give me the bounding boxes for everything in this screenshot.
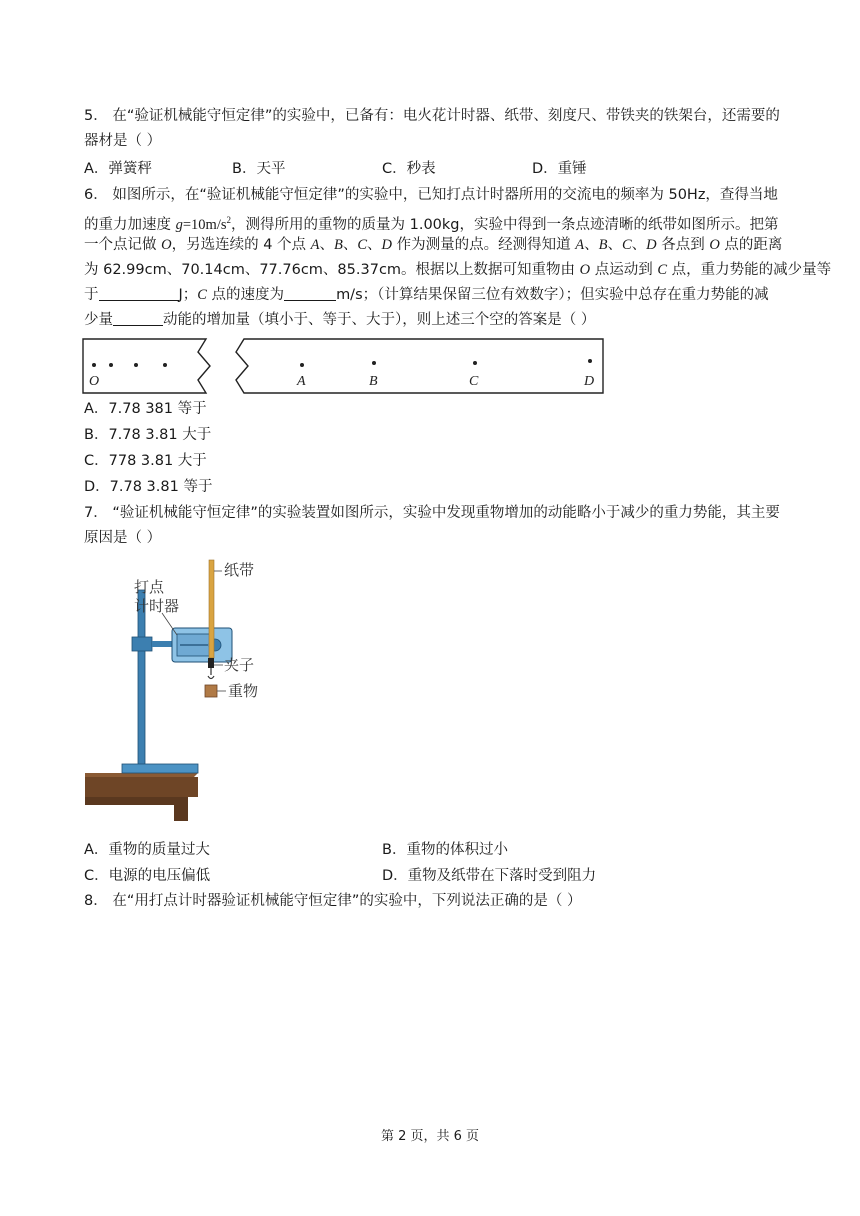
tape-dot xyxy=(109,363,113,367)
question-5 xyxy=(84,104,804,154)
tape-right-segment xyxy=(236,339,603,393)
question-5-option-c: C．秒表 xyxy=(382,161,436,177)
clamp-boss xyxy=(132,637,152,651)
sep: 、 xyxy=(367,237,382,253)
table-top xyxy=(85,777,198,797)
point-c: C xyxy=(357,237,368,253)
variable-g: g xyxy=(175,216,183,233)
text: 少量 xyxy=(84,312,113,328)
question-6-option-d: D．7.78 3.81 等于 xyxy=(84,479,213,495)
apparatus-figure xyxy=(82,555,282,823)
point-a: A xyxy=(575,237,585,253)
sep: 、 xyxy=(319,237,335,253)
stand-rod xyxy=(138,590,145,770)
question-6-option-a: A．7.78 381 等于 xyxy=(84,401,207,417)
tape-left-segment xyxy=(83,339,210,393)
text: 的重力加速度 xyxy=(84,216,176,233)
page-footer: 第 2 页，共 6 页 xyxy=(380,1129,480,1144)
sep: 、 xyxy=(342,237,358,253)
text: 点的距离 xyxy=(719,237,783,253)
question-5-line-2: 器材是（ ） xyxy=(84,133,162,149)
tape-label-o: O xyxy=(89,374,100,389)
label-weight: 重物 xyxy=(228,684,259,700)
paper-tape-figure xyxy=(82,338,606,394)
point-c: C xyxy=(657,262,668,278)
leader-line xyxy=(162,613,177,635)
question-5-option-d: D．重锤 xyxy=(532,161,587,177)
sep: 、 xyxy=(607,237,622,253)
question-6-line-2 xyxy=(84,208,804,233)
answer-blank-1 xyxy=(99,286,179,301)
text: 作为测量的点。经测得知道 xyxy=(392,237,576,253)
answer-blank-3 xyxy=(113,311,163,326)
point-d: D xyxy=(646,237,657,253)
text: 动能的增加量（填小于、等于、大于），则上述三个空的答案是（ ） xyxy=(163,312,596,328)
question-7-option-b: B．重物的体积过小 xyxy=(382,842,508,858)
weight-block xyxy=(205,685,217,697)
stand-base xyxy=(122,764,198,773)
text: 点的速度为 xyxy=(206,287,285,303)
question-8-line-1: 8． 在“用打点计时器验证机械能守恒定律”的实验中，下列说法正确的是（ ） xyxy=(84,893,582,909)
tape-label-b: B xyxy=(369,374,378,389)
tape-label-c: C xyxy=(469,374,479,389)
answer-blank-2 xyxy=(284,286,336,301)
question-6-option-c: C．778 3.81 大于 xyxy=(84,453,207,469)
question-7-option-d: D．重物及纸带在下落时受到阻力 xyxy=(382,868,597,884)
g-value: =10m/s xyxy=(182,216,227,233)
question-8 xyxy=(84,889,804,914)
question-6 xyxy=(84,183,832,333)
question-5-line-1: 5． 在“验证机械能守恒定律”的实验中，已备有：电火花计时器、纸带、刻度尺、带铁夹的铁架台，还需要的 xyxy=(84,108,780,124)
g-exponent: 2 xyxy=(226,215,231,225)
table-leg xyxy=(174,797,188,821)
table-top-edge xyxy=(85,773,198,777)
tape-dot xyxy=(163,363,167,367)
question-7-line-2: 原因是（ ） xyxy=(84,530,162,546)
question-7 xyxy=(84,501,804,551)
point-d: D xyxy=(381,237,393,253)
tape-dot xyxy=(300,363,304,367)
table-rail xyxy=(85,797,175,805)
text: ，另选连续的 4 个点 xyxy=(171,237,311,253)
point-o: O xyxy=(709,237,720,253)
text: 点运动到 xyxy=(590,262,658,278)
text: 点，重力势能的减少量等 xyxy=(667,262,832,278)
question-6-line-3 xyxy=(84,233,804,258)
tape-label-d: D xyxy=(584,374,595,389)
point-a: A xyxy=(310,237,320,253)
label-timer-line-1: 打点 xyxy=(134,580,165,596)
point-c: C xyxy=(197,287,207,303)
label-timer-line-2: 计时器 xyxy=(134,599,180,615)
paper-tape xyxy=(209,560,214,658)
point-o: O xyxy=(579,262,591,278)
text: m/s；（计算结果保留三位有效数字）；但实验中总存在重力势能的减 xyxy=(336,287,769,303)
question-5-option-b: B．天平 xyxy=(232,161,286,177)
tape-dot xyxy=(588,359,592,363)
point-o: O xyxy=(161,237,172,253)
tape-dot xyxy=(473,361,477,365)
label-clip: 夹子 xyxy=(224,658,255,674)
question-6-line-4 xyxy=(84,258,832,283)
text: 各点到 xyxy=(656,237,710,253)
question-6-option-b: B．7.78 3.81 大于 xyxy=(84,427,212,443)
label-tape: 纸带 xyxy=(224,563,255,579)
sep: 、 xyxy=(584,237,599,253)
tape-dot xyxy=(372,361,376,365)
text: ，测得所用的重物的质量为 1.00kg，实验中得到一条点迹清晰的纸带如图所示。把第 xyxy=(231,216,779,233)
tape-label-a: A xyxy=(297,374,306,389)
question-7-line-1: 7． “验证机械能守恒定律”的实验装置如图所示，实验中发现重物增加的动能略小于减少的重力势能，其主要 xyxy=(84,505,780,521)
hook-icon xyxy=(208,668,214,679)
text: J； xyxy=(178,287,198,303)
text: 为 62.99cm、70.14cm、77.76cm、85.37cm。根据以上数据可知重物由 xyxy=(84,262,580,278)
text: 一个点记做 xyxy=(84,237,162,253)
question-7-option-c: C．电源的电压偏低 xyxy=(84,868,211,884)
tape-dot xyxy=(92,363,96,367)
question-6-line-6 xyxy=(84,308,804,333)
question-5-option-a: A．弹簧秤 xyxy=(84,161,152,177)
point-b: B xyxy=(598,237,608,253)
point-b: B xyxy=(334,237,343,253)
tape-dot xyxy=(134,363,138,367)
text: 于 xyxy=(84,287,99,303)
question-6-line-1: 6． 如图所示，在“验证机械能守恒定律”的实验中，已知打点计时器所用的交流电的频率为 50Hz，查得当地 xyxy=(84,187,778,203)
point-c: C xyxy=(621,237,632,253)
question-6-line-5 xyxy=(84,283,804,308)
clip-icon xyxy=(208,658,214,668)
question-7-option-a: A．重物的质量过大 xyxy=(84,842,210,858)
sep: 、 xyxy=(631,237,647,253)
